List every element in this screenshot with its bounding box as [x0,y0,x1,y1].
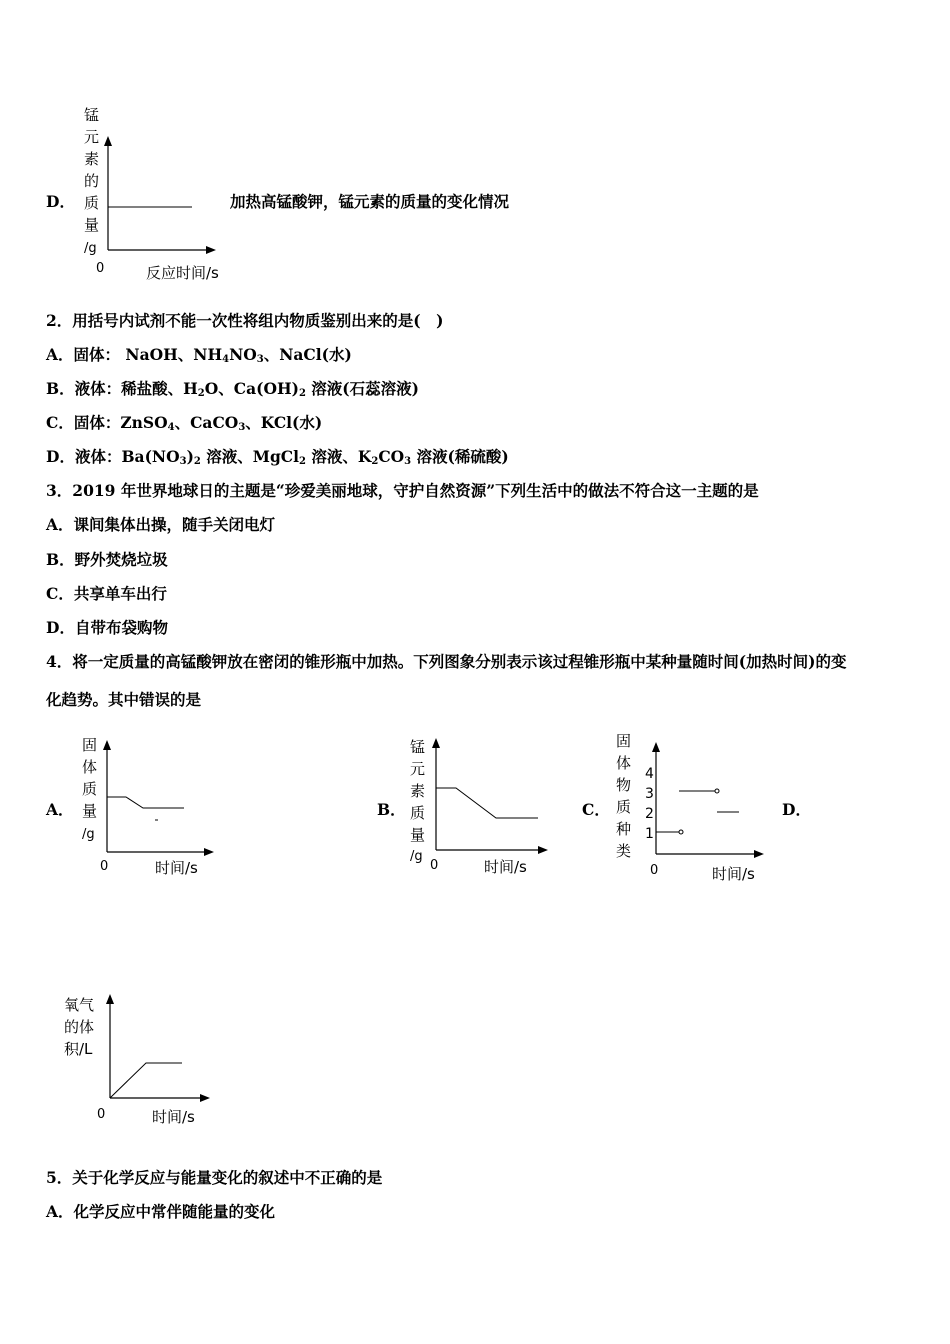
q4-graph-b-manganese-mass [406,732,556,882]
q3-option-b-text: 野外焚烧垃圾 [74,550,168,569]
q2-option-a[interactable] [46,345,352,370]
q2-option-a-label: A． [46,345,74,364]
q4a-x-arrow-icon [204,848,214,856]
q4c-y-arrow-icon [652,742,660,752]
q2-option-c-text: 固体：ZnSO$_4$、CaCO$_3$、KCl(水) [73,413,323,433]
q4a-xlabel: 时间/s [155,859,198,877]
q4c-ylabel-char: 固 [616,732,632,750]
q4b-ylabel-char: 素 [410,782,426,800]
q3-option-b[interactable] [46,550,168,570]
q4d-data-line [110,1063,182,1098]
q4d-ylabel-line: 积/L [64,1040,93,1058]
q4c-tick-label: 1 [645,826,654,842]
q2-option-d-text: 液体：$Ba(NO_3)_2$ 溶液、MgCl$_2$ 溶液、$K_2CO_3$ 溶液(稀硫酸) [74,447,509,467]
q4c-ylabel-char: 物 [616,776,632,794]
q4b-x-arrow-icon [538,846,548,854]
q5-stem: 5．关于化学反应与能量变化的叙述中不正确的是 [46,1168,383,1187]
q3-option-c-label: C． [46,584,74,603]
q4a-ylabel-char: 量 [82,802,98,820]
q2-option-b-label: B． [46,379,75,398]
q4b-ylabel-char: 量 [410,826,426,844]
q1-x-arrow-icon [206,246,216,254]
q4d-y-arrow-icon [106,994,114,1004]
q1-y-arrow-icon [104,136,112,146]
q4b-ylabel-char: /g [410,849,423,864]
q4a-ylabel-char: 体 [82,758,98,776]
q1-option-d-caption: 加热高锰酸钾，锰元素的质量的变化情况 [230,192,510,211]
q1-graph-manganese-mass [76,100,246,285]
q4a-ylabel-char: /g [82,827,95,842]
q4b-ylabel-char: 锰 [410,738,426,756]
q4d-xlabel: 时间/s [152,1108,195,1126]
q5-option-a[interactable] [46,1202,275,1222]
q4c-x-arrow-icon [754,850,764,858]
q4c-ylabel-char: 种 [616,820,632,838]
q4a-data-line [107,797,184,808]
q4d-ylabel-line: 的体 [64,1018,95,1036]
q1-ylabel-char: 锰 [84,106,100,124]
q1-option-d-label: D． [46,192,75,211]
q2-option-c[interactable] [46,413,322,438]
q4-stem-line1: 4．将一定质量的高锰酸钾放在密闭的锥形瓶中加热。下列图象分别表示该过程锥形瓶中某种量随时间(加热时间)的变 [46,652,847,671]
q4c-open-point [679,830,683,834]
q4b-xlabel: 时间/s [484,858,527,876]
q4c-ylabel-char: 类 [616,842,632,860]
q4b-ylabel-char: 元 [410,760,426,778]
q4-graph-a-solid-mass [78,732,228,882]
q3-option-d[interactable] [46,618,168,638]
q4b-y-arrow-icon [432,738,440,748]
q1-ylabel-char: /g [84,241,97,256]
q2-option-b-text: 液体：稀盐酸、$H_2O$、$Ca(OH)_2$ 溶液(石蕊溶液) [74,379,419,399]
q4c-tick-label: 4 [645,766,654,782]
q4-option-b-label[interactable]: B． [377,800,406,819]
q4c-open-point [715,789,719,793]
q1-ylabel-char: 量 [84,216,100,234]
q3-option-b-label: B． [46,550,75,569]
q4a-y-arrow-icon [103,740,111,750]
q4b-data-line [436,788,538,818]
q1-graph-ylabel [84,106,99,256]
q3-option-a-label: A． [46,515,74,534]
q1-ylabel-char: 元 [84,128,100,146]
q5-option-a-label: A． [46,1202,74,1221]
q4a-ylabel-char: 固 [82,736,98,754]
q5-option-a-text: 化学反应中常伴随能量的变化 [73,1202,276,1221]
q2-option-d-label: D． [46,447,75,466]
q4d-origin: 0 [97,1107,106,1122]
q1-ylabel-char: 质 [84,194,100,212]
q4-graph-d-oxygen-volume [62,988,222,1133]
q2-option-a-text: 固体： NaOH、$NH_4NO_3$、NaCl(水) [73,345,352,365]
q4c-origin: 0 [650,863,659,878]
q3-option-a-text: 课间集体出操，随手关闭电灯 [73,515,276,534]
q2-option-b[interactable] [46,379,419,404]
q4-graph-c-solid-species [612,728,772,888]
q4b-origin: 0 [430,858,439,873]
q4-option-d-label[interactable]: D． [782,800,811,819]
q4a-origin: 0 [100,859,109,874]
q4a-ylabel-char: 质 [82,780,98,798]
q4c-ylabel-char: 质 [616,798,632,816]
q2-stem: 2．用括号内试剂不能一次性将组内物质鉴别出来的是( ) [46,311,444,330]
q4-option-c-label[interactable]: C． [582,800,610,819]
q4-option-a-label[interactable]: A． [46,800,74,819]
q4c-ylabel-char: 体 [616,754,632,772]
q2-option-c-label: C． [46,413,74,432]
q3-option-c[interactable] [46,584,167,604]
q1-ylabel-char: 素 [84,150,100,168]
q3-option-d-label: D． [46,618,75,637]
q4-stem-line2: 化趋势。其中错误的是 [46,690,202,709]
q2-option-d[interactable] [46,447,509,472]
q3-option-c-text: 共享单车出行 [73,584,167,603]
q1-origin: 0 [96,261,105,276]
q4c-xlabel: 时间/s [712,865,755,883]
q1-xlabel: 反应时间/s [146,264,219,282]
q4c-tick-label: 3 [645,786,654,802]
q4b-ylabel-char: 质 [410,804,426,822]
q4d-ylabel-line: 氧气 [64,996,95,1014]
q4d-x-arrow-icon [200,1094,210,1102]
q4c-tick-label: 2 [645,806,654,822]
q3-option-a[interactable] [46,515,275,535]
q3-option-d-text: 自带布袋购物 [74,618,168,637]
q1-ylabel-char: 的 [84,172,100,190]
q3-stem: 3．2019 年世界地球日的主题是“珍爱美丽地球，守护自然资源”下列生活中的做法不符合这一主题的是 [46,481,759,500]
